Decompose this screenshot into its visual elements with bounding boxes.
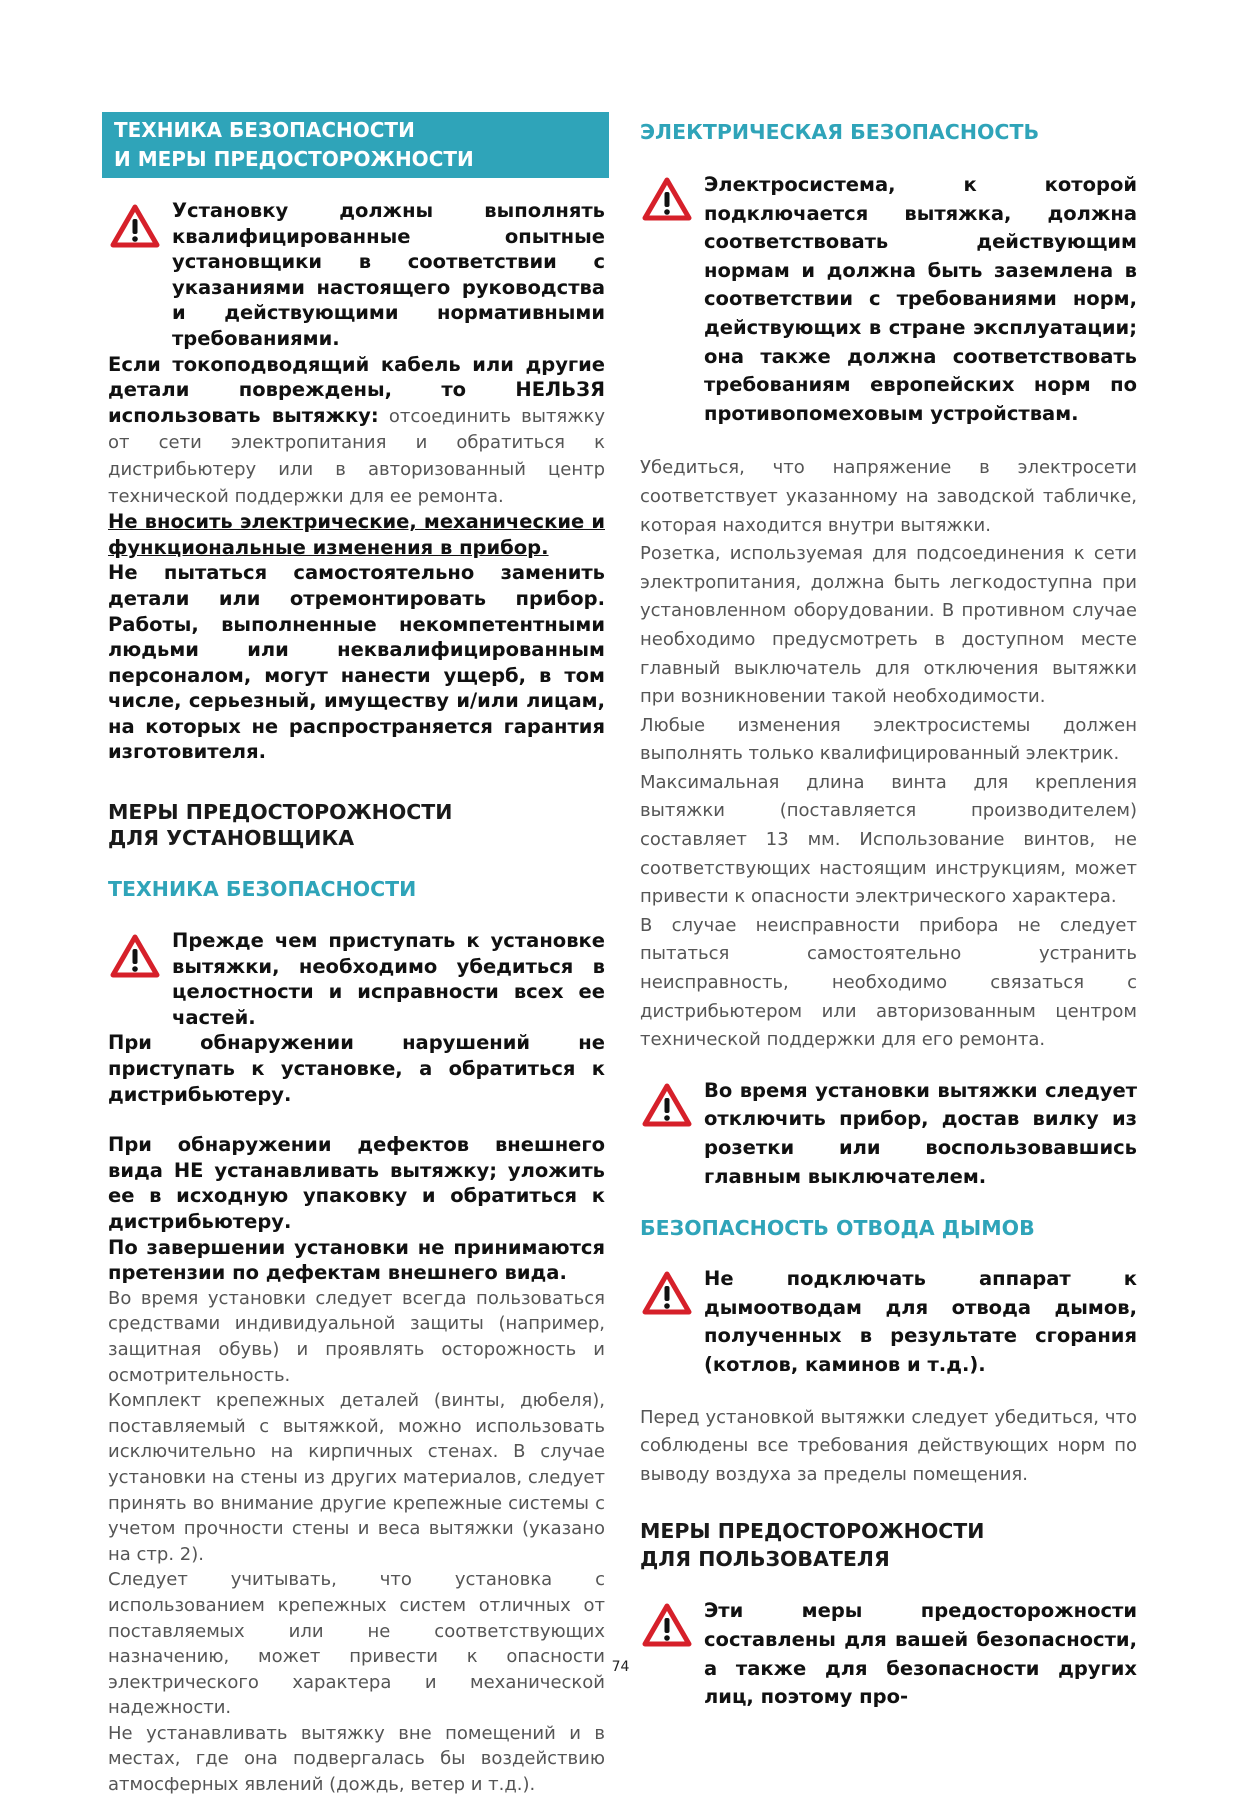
smoke-exhaust-heading: БЕЗОПАСНОСТЬ ОТВОДА ДЫМОВ (640, 1216, 1035, 1241)
screw-length-paragraph: Максимальная длина винта для крепления вытяжки (поставляется производителем) составляет 13 мм. Использование винтов, не соответствующих настоящим инструкциям, может привести к опасности электрического характера. (640, 771, 1137, 908)
header-line-1: ТЕХНИКА БЕЗОПАСНОСТИ (114, 118, 415, 142)
air-outlet-paragraph: Перед установкой вытяжки следует убедиться, что соблюдены все требования действующих норм по выводу воздуха за пределы помещения. (640, 1406, 1137, 1485)
installer-precautions-heading (108, 799, 605, 851)
warning-triangle-icon (642, 171, 692, 221)
protective-equipment-paragraph: Во время установки следует всегда пользоваться средствами индивидуальной защиты (например, защитная обувь) и проявлять осторожность и осмотрительность. (108, 1287, 605, 1386)
warning-block-electrical-system (640, 171, 1137, 428)
warning-text: Эти меры предосторожности составлены для вашей безопасности, а также для безопасности других лиц, поэтому про- (704, 1599, 1137, 1709)
heading-line-1: МЕРЫ ПРЕДОСТОРОЖНОСТИ (108, 800, 453, 825)
safety-subheading: ТЕХНИКА БЕЗОПАСНОСТИ (108, 877, 417, 902)
no-modifications-paragraph: Не вносить электрические, механические и функциональные изменения в прибор. (108, 510, 605, 559)
page-number: 74 (611, 1659, 630, 1675)
damaged-cable-bold: Если токоподводящий кабель или другие детали повреждены, то НЕЛЬЗЯ использовать вытяжку: (108, 352, 605, 427)
warning-triangle-icon (642, 1597, 692, 1647)
socket-paragraph: Розетка, используемая для подсоединения к сети электропитания, должна быть легкодоступна при установленном оборудовании. В противном случае необходимо предусмотреть в доступном месте главный выключатель для отключения вытяжки при возникновении такой необходимости. (640, 543, 1137, 708)
warning-text: Установку должны выполнять квалифицированные опытные установщики в соответствии с указаниями настоящего руководства и действующими нормативными требованиями. (172, 199, 605, 350)
electrician-paragraph: Любые изменения электросистемы должен выполнять только квалифицированный электрик. (640, 714, 1137, 765)
warning-text: Не подключать аппарат к дымоотводам для отвода дымов, полученных в результате сгорания (котлов, каминов и т.д.). (704, 1267, 1137, 1376)
warning-triangle-icon (642, 1077, 692, 1127)
electrical-safety-heading: ЭЛЕКТРИЧЕСКАЯ БЕЗОПАСНОСТЬ (640, 120, 1040, 144)
warning-text: Электросистема, к которой подключается вытяжка, должна соответствовать действующим нормам и должна быть заземлена в соответствии с требованиями норм, действующих в стране эксплуатации; она также должна соответствовать требованиям европейских норм по противопомеховым устройствам. (704, 173, 1137, 425)
warning-text: Во время установки вытяжки следует отключить прибор, достав вилку из розетки или воспользовавшись главным выключателем. (704, 1078, 1137, 1188)
warning-text: Прежде чем приступать к установке вытяжки, необходимо убедиться в целостности и исправности всех ее частей. (172, 929, 605, 1029)
left-column (108, 112, 605, 1798)
warning-triangle-icon (110, 198, 160, 248)
other-fasteners-paragraph: Следует учитывать, что установка с использованием крепежных систем отличных от поставляемых или не соответствующих назначению, может привести к опасности электрического характера и механической надежности. (108, 1569, 605, 1719)
right-column (640, 112, 1137, 1712)
section-header-bar (102, 112, 609, 178)
warning-block-chimneys (640, 1265, 1137, 1379)
damaged-cable-paragraph (108, 352, 605, 510)
voltage-paragraph: Убедиться, что напряжение в электросети соответствует указанному на заводской табличке, которая находится внутри вытяжки. (640, 457, 1137, 536)
header-line-2: И МЕРЫ ПРЕДОСТОРОЖНОСТИ (114, 147, 474, 171)
malfunction-paragraph: В случае неисправности прибора не следует пытаться самостоятельно устранить неисправность, необходимо связаться с дистрибьютером или авторизованным центром технической поддержки для его ремонта. (640, 914, 1137, 1051)
no-self-repair-paragraph: Не пытаться самостоятельно заменить детали или отремонтировать прибор. Работы, выполненные некомпетентными людьми или неквалифицированным персоналом, могут нанести ущерб, в том числе, серьезный, имуществу и/или лицам, на которых не распространяется гарантия изготовителя. (108, 561, 605, 764)
appearance-defects-paragraph: При обнаружении дефектов внешнего вида НЕ устанавливать вытяжку; уложить ее в исходную упаковку и обратиться к дистрибьютеру. (108, 1133, 605, 1233)
warning-block-qualified-installers (108, 198, 605, 352)
heading-line-2: ДЛЯ УСТАНОВЩИКА (108, 826, 355, 851)
outdoor-installation-paragraph: Не устанавливать вытяжку вне помещений и в местах, где она подвергалась бы воздействию атмосферных явлений (дождь, ветер и т.д.). (108, 1722, 605, 1796)
user-precautions-heading (640, 1517, 1137, 1573)
heading-line-2: ДЛЯ ПОЛЬЗОВАТЕЛЯ (640, 1547, 890, 1572)
fasteners-paragraph: Комплект крепежных деталей (винты, дюбеля), поставляемый с вытяжкой, можно использовать исключительно на кирпичных стенах. В случае установки на стены из других материалов, следует принять во внимание другие крепежные системы с учетом прочности стены и веса вытяжки (указано на стр. 2). (108, 1390, 605, 1565)
warning-triangle-icon (642, 1265, 692, 1315)
warning-block-user-precautions (640, 1597, 1137, 1711)
damaged-cable-light: отсоединить вытяжку от сети электропитания и обратиться к дистрибьютеру или в авторизованный центр технической поддержки для ее ремонта. (108, 405, 605, 507)
warning-triangle-icon (110, 928, 160, 978)
heading-line-1: МЕРЫ ПРЕДОСТОРОЖНОСТИ (640, 1519, 985, 1544)
warning-block-check-parts (108, 928, 605, 1030)
no-claims-paragraph: По завершении установки не принимаются претензии по дефектам внешнего вида. (108, 1235, 605, 1285)
warning-block-unplug (640, 1077, 1137, 1191)
damage-found-paragraph: При обнаружении нарушений не приступать к установке, а обратиться к дистрибьютеру. (108, 1031, 605, 1106)
